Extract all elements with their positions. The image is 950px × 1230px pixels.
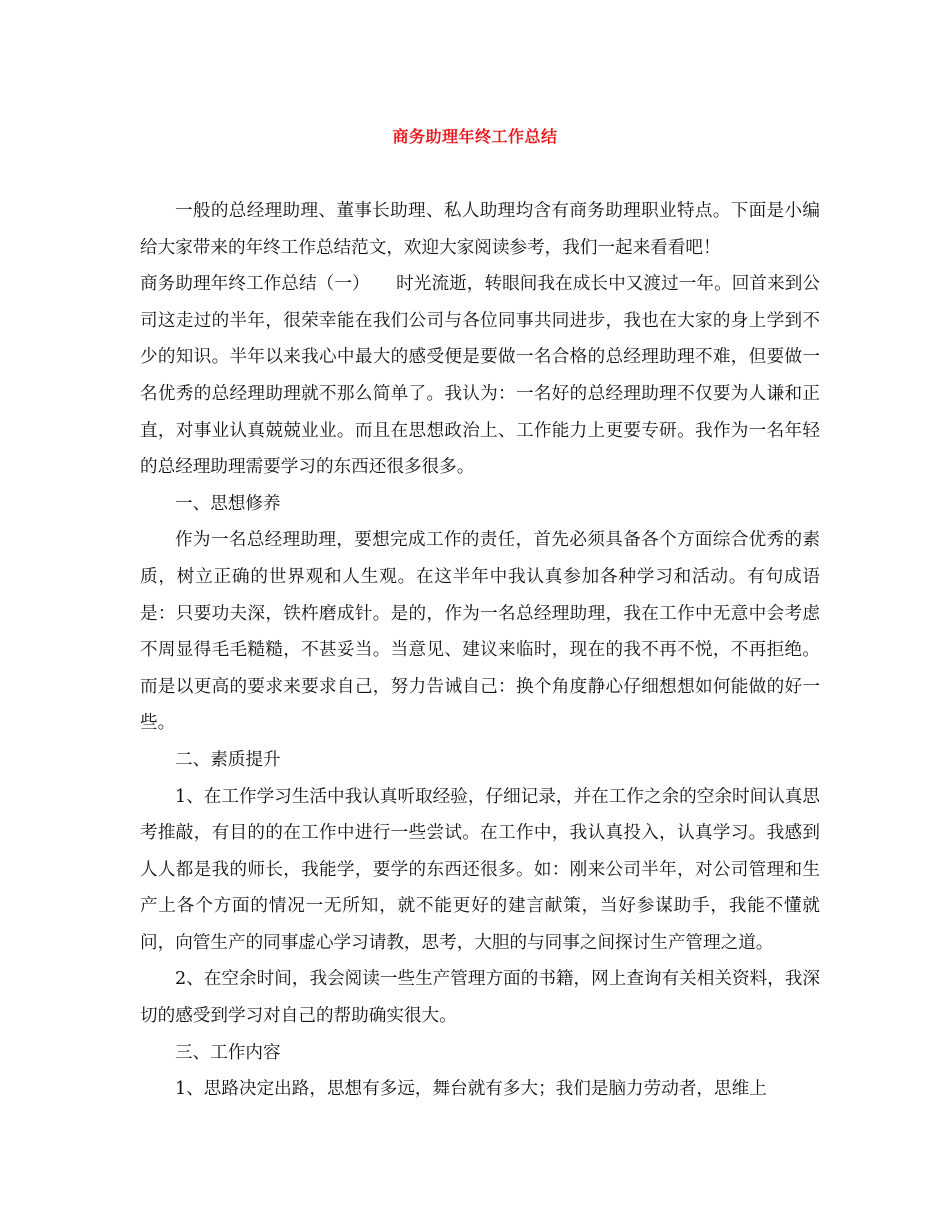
- section-heading-quality: 二、素质提升: [175, 749, 281, 770]
- document-title: 商务助理年终工作总结: [392, 127, 558, 146]
- section-heading-work: 三、工作内容: [175, 1042, 281, 1063]
- paragraph-work-1: 1、思路决定出路，思想有多远，舞台就有多大；我们是脑力劳动者，思维上: [175, 1079, 767, 1100]
- paragraph-thought: 作为一名总经理助理，要想完成工作的责任，首先必须具备各个方面综合优秀的素质，树立正确的世界观和人生观。在这半年中我认真参加各种学习和活动。有句成语是：只要功夫深，铁杵磨成针。是的，作为一名总经理助理，我在工作中无意中会考虑不周显得毛毛糙糙，不甚妥当。当意见、建议来临时，现在的我不再不悦，不再拒绝。而是以更高的要求来要求自己，努力告诫自己：换个角度静心仔细想想如何能做的好一些。: [140, 530, 820, 734]
- section-heading-thought: 一、思想修养: [175, 493, 281, 514]
- document-body: [140, 193, 820, 1108]
- paragraph-quality-1: 1、在工作学习生活中我认真听取经验，仔细记录，并在工作之余的空余时间认真思考推敲，有目的的在工作中进行一些尝试。在工作中，我认真投入，认真学习。我感到人人都是我的师长，我能学，要学的东西还很多。如：刚来公司半年，对公司管理和生产上各个方面的情况一无所知，就不能更好的建言献策，当好参谋助手，我能不懂就问，向管生产的同事虚心学习请教，思考，大胆的与同事之间探讨生产管理之道。: [140, 786, 820, 953]
- paragraph-summary-one: 商务助理年终工作总结（一） 时光流逝，转眼间我在成长中又渡过一年。回首来到公司这走过的半年，很荣幸能在我们公司与各位同事共同进步，我也在大家的身上学到不少的知识。半年以来我心中最大的感受便是要做一名合格的总经理助理不难，但要做一名优秀的总经理助理就不那么简单了。我认为：一名好的总经理助理不仅要为人谦和正直，对事业认真兢兢业业。而且在思想政治上、工作能力上更要专研。我作为一名年轻的总经理助理需要学习的东西还很多很多。: [140, 274, 820, 478]
- paragraph-intro: 一般的总经理助理、董事长助理、私人助理均含有商务助理职业特点。下面是小编给大家带来的年终工作总结范文，欢迎大家阅读参考，我们一起来看看吧！: [140, 201, 820, 258]
- paragraph-quality-2: 2、在空余时间，我会阅读一些生产管理方面的书籍，网上查询有关相关资料，我深切的感受到学习对自己的帮助确实很大。: [140, 969, 820, 1027]
